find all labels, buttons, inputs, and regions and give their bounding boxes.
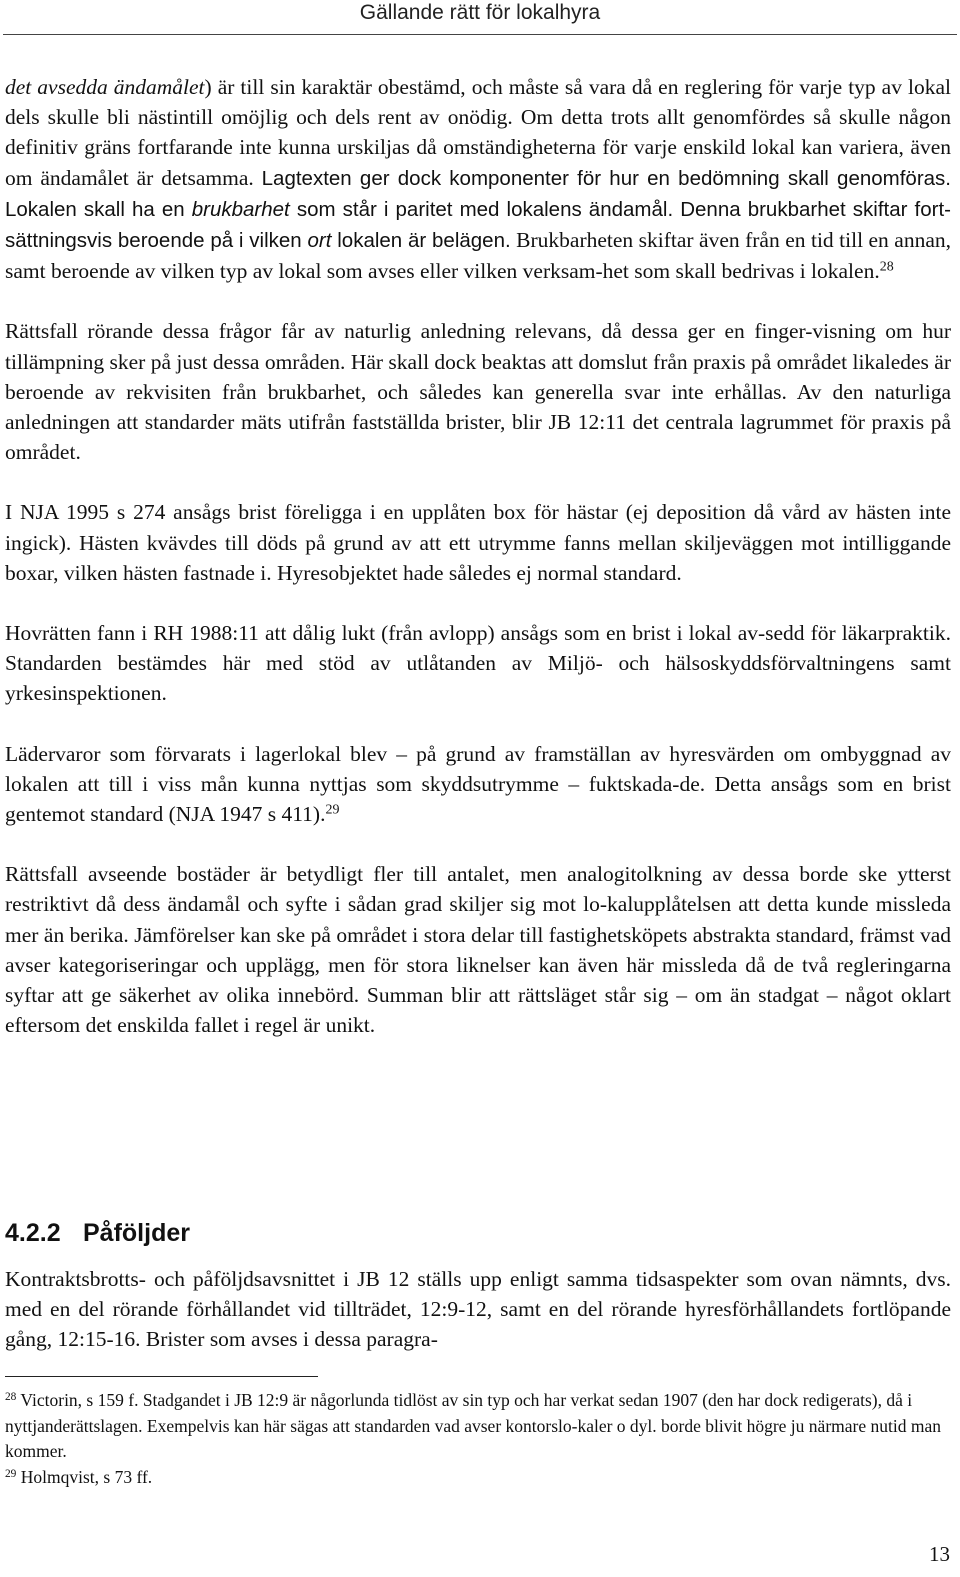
footnote-ref-29[interactable]: 29 (325, 802, 340, 818)
paragraph-5 (5, 739, 951, 830)
italic-brukbarhet: brukbarhet (191, 197, 290, 221)
section-title: Påföljder (83, 1219, 190, 1247)
section-number: 4.2.2 (5, 1219, 61, 1247)
paragraph-1-sans-b: som står i paritet med lokalens ändamål. Denna brukbarhet skiftar fort-sättningsvis beroende på i vilken (5, 197, 951, 253)
footnote-text: Holmqvist, s 73 ff. (16, 1466, 153, 1487)
paragraph-5-text: Lädervaror som förvarats i lagerlokal blev – på grund av framställan av hyresvärden om ombyggnad av lokalen att till i viss mån kunna nyttjas som skyddsutrymme – fuktskada-de. Detta ansågs som en brist gentemot standard (NJA 1947 s 411). (5, 741, 951, 827)
paragraph-3: I NJA 1995 s 274 ansågs brist föreligga i en upplåten box för hästar (ej deposition då vård av hästen inte ingick). Hästen kvävdes till döds på grund av att ett utrymme fanns mellan skiljeväggen mot intilliggande boxar, vilken hästen fastnade i. Hyresobjektet hade således ej normal standard. (5, 500, 951, 585)
body-text (5, 72, 951, 1040)
paragraph-1-sans-c: lokalen är belägen. (331, 229, 511, 253)
paragraph-1 (5, 72, 951, 286)
footnote-29 (5, 1465, 951, 1491)
footnote-number: 28 (5, 1390, 17, 1403)
paragraph-1-text-a: ) är till sin karaktär obestämd, och måste så vara då en reglering för varje typ av lokal dels skulle bli nästintill omöjlig och dels rent av onödig. Om detta trots allt genomfördes så skulle någon definitiv gräns fortfarande inte kunna urskiljas då omständigheterna för varje enskild lokal kan variera, även om ändamålet är detsamma. (5, 75, 951, 190)
footnote-rule (5, 1376, 318, 1377)
paragraph-1-sans-a: Lagtexten ger dock komponenter för hur en bedömning skall genomföras. Lokalen skall ha en (5, 166, 952, 221)
footnote-ref-28[interactable]: 28 (879, 259, 894, 275)
running-header: Gällande rätt för lokalhyra (359, 1, 601, 24)
paragraph-1-text-b: Brukbarheten skiftar även från en tid till en annan, samt beroende av vilken typ av lokal som avses eller vilken verksam-het som skall bedrivas i lokalen. (5, 228, 951, 284)
italic-ort: ort (307, 229, 332, 253)
footnote-number: 29 (5, 1467, 17, 1480)
page-number: 13 (929, 1542, 950, 1566)
section-heading (5, 1216, 951, 1250)
footnote-text: Victorin, s 159 f. Stadgandet i JB 12:9 är någorlunda tidlöst av sin typ och har verkat sedan 1907 (den har dock redigerats), då i nyttjanderättslagen. Exempelvis kan här sägas att standarden vad avser kontorslo-kaler o dyl. borde blivit högre ju närmare nutid man kommer. (5, 1390, 941, 1461)
paragraph-6: Rättsfall avseende bostäder är betydligt fler till antalet, men analogitolkning av dessa borde ske ytterst restriktivt då dess ändamål och syfte i sådan grad skiljer sig mot lo-kalupplåtelsen att detta kunde missleda mer än berika. Jämförelser kan ske på området i stora delar till fastighetsköpets abstrakta standard, främst vad avser kategoriseringar och upplägg, men för stora liknelser kan även här missleda då de två regleringarna syftar att ge säkerhet av olika innebörd. Summan blir att rättsläget står sig – om än stadgat – något oklart eftersom det enskilda fallet i regel är unikt. (5, 862, 951, 1038)
italic-phrase: det avsedda ändamålet (5, 75, 205, 99)
paragraph-2: Rättsfall rörande dessa frågor får av naturlig anledning relevans, då dessa ger en finger-visning om hur tillämpning sker på just dessa områden. Här skall dock beaktas att domslut från praxis på området likaledes är beroende av rekvisiten från brukbarhet, och således kan generella svar inte erhållas. Av den naturliga anledningen att standarder mäts utifrån fastställda brister, blir JB 12:11 det centrala lagrummet för praxis på området. (5, 319, 951, 465)
section-text: Kontraktsbrotts- och påföljdsavsnittet i JB 12 ställs upp enligt samma tidsaspekter som ovan nämnts, dvs. med en del rörande förhållandet vid tillträdet, 12:9-12, samt en del rörande hyresförhållandets fortlöpande gång, 12:15-16. Brister som avses i dessa paragra- (5, 1267, 951, 1352)
footnote-28 (5, 1388, 951, 1465)
header-rule (3, 34, 957, 35)
paragraph-4: Hovrätten fann i RH 1988:11 att dålig lukt (från avlopp) ansågs som en brist i lokal av-sedd för läkarpraktik. Standarden bestämdes här med stöd av utlåtanden av Miljö- och hälsoskyddsförvaltningens samt yrkesinspektionen. (5, 621, 951, 706)
footnotes (5, 1388, 951, 1490)
